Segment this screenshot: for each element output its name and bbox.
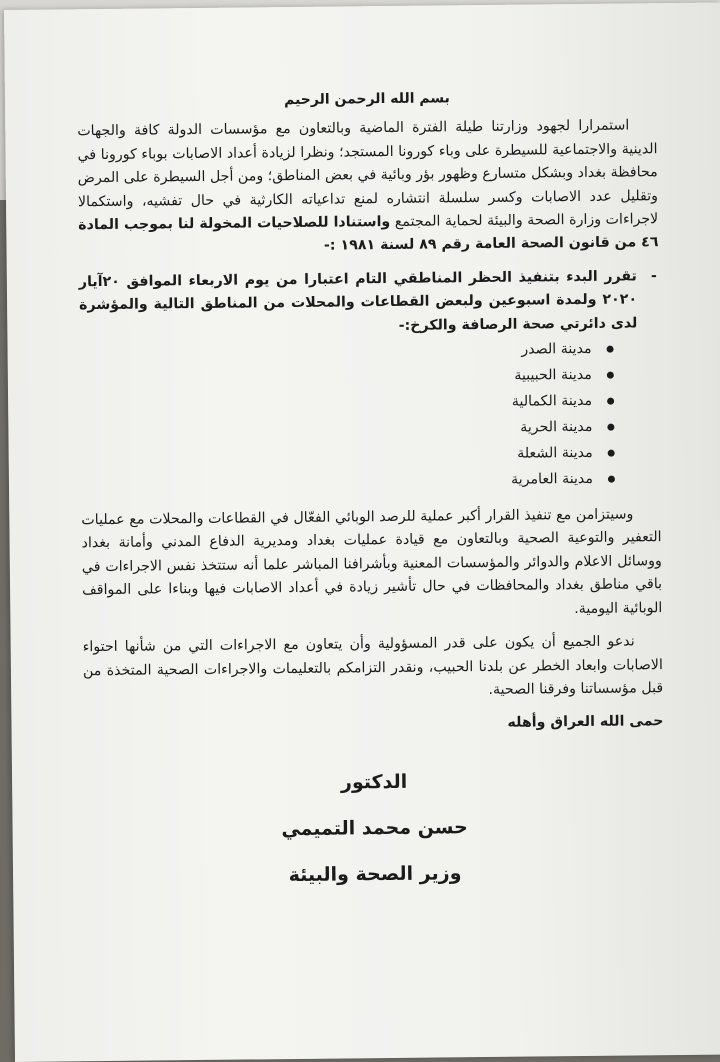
intro-legal-basis: واستنادا للصلاحيات المخولة لنا بموجب المادة ٤٦ من قانون الصحة العامة رقم ٨٩ لسنة ١٩٨١ :- [78, 213, 659, 255]
list-item: مدينة الحبيبية [80, 364, 614, 396]
call-paragraph: ندعو الجميع أن يكون على قدر المسؤولية وأن يتعاون مع الاجراءات التي من شأنها احتواء الاصابات وابعاد الخطر عن بلدنا الحبيب، ونقدر التزامكم بالتعليمات والاجراءات الصحية المتخذة من قبل مؤسساتنا وفرقنا الصحية. [82, 633, 664, 698]
document-page [4, 3, 720, 1062]
basmala-heading: بسم الله الرحمن الرحيم [283, 90, 450, 109]
list-item: مدينة الكمالية [80, 390, 614, 422]
signature-title: الدكتور [340, 770, 408, 794]
closing-line: حمى الله العراق وأهله [507, 713, 664, 732]
areas-list [79, 337, 661, 499]
list-item: مدينة الصدر [79, 338, 613, 370]
list-item: مدينة العامرية [81, 468, 615, 500]
signature-position: وزير الصحة والبيئة [288, 861, 462, 886]
intro-text: استمرارا لجهود وزارتنا طيلة الفترة الماضية وبالتعاون مع مؤسسات الدولة كافة والجهات الدينية والاجتماعية للسيطرة على وباء كورونا المستجد؛ ونظرا لزيادة أعداد الاصابات بوباء كورونا في محافظة بغداد وبشكل متسارع وظهور بؤر وبائية في بعض المناطق؛ ومن أجل السيطرة على المرض وتقليل عدد الاصابات وكسر سلسلة انتشاره لمنع تداعياته الكارثية في حال تفشيه، واستكمالا لاجراءات وزارة الصحة والبيئة لحماية المجتمع [77, 117, 659, 230]
intro-paragraph [77, 115, 658, 262]
implementation-paragraph: وسيتزامن مع تنفيذ القرار أكبر عملية للرصد الوبائي الفعّال في القطاعات والمحلات مع عمليات التعفير والتوعية الصحية وبالتعاون مع قيادة عمليات بغداد ومديرية الدفاع المدني وأمانة بغداد ووسائل الاعلام والدوائر والمؤسسات المعنية وبأشرافنا المباشر علما أنه ستتخذ نفس الاجراءات في باقي مناطق بغداد والمحافظات في حال تأشير زيادة في أعداد الاصابات فيها وبناءا على المواقف الوبائية اليومية. [81, 506, 663, 617]
signature-name: حسن محمد التميمي [281, 815, 468, 840]
document-body [77, 85, 665, 900]
decision-dash: - [650, 268, 657, 285]
list-item: مدينة الحرية [80, 416, 614, 448]
list-item: مدينة الشعلة [81, 442, 615, 474]
decision-text: تقرر البدء بتنفيذ الحظر المناطقي التام اعتبارا من يوم الاربعاء الموافق ٢٠آيار ٢٠٢٠ ولمدة اسبوعين ولبعض القطاعات والمحلات من المناطق التالية والمؤشرة لدى دائرتي صحة الرصافة والكرخ:- [78, 268, 638, 334]
decision-item [79, 265, 660, 341]
signature-block [84, 756, 665, 900]
